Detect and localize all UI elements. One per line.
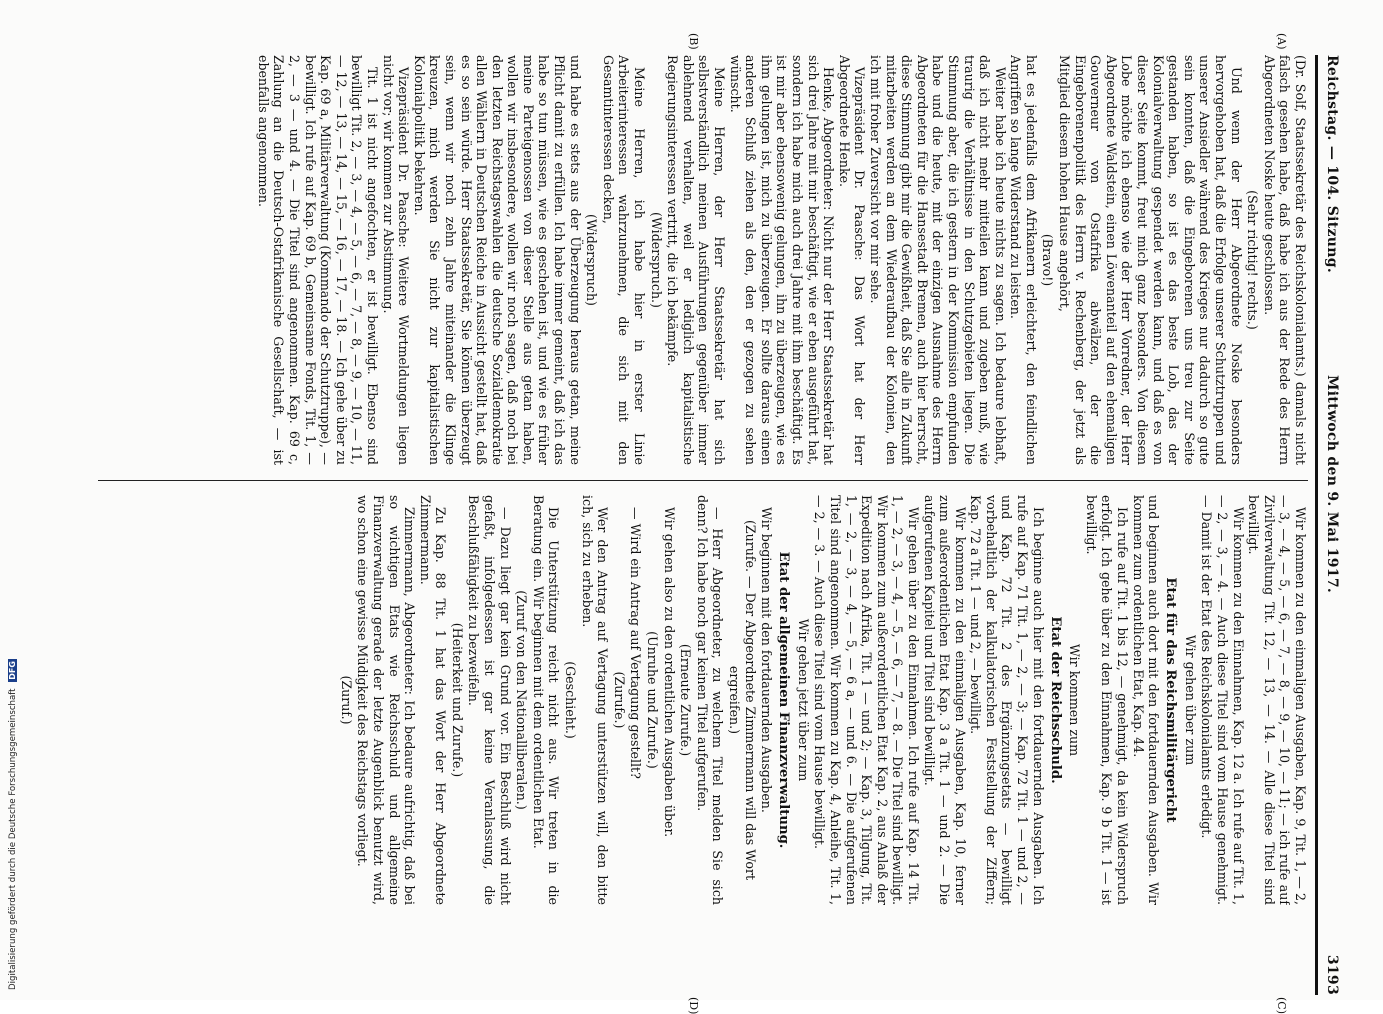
- margin-mark-c: (C): [1275, 997, 1288, 1014]
- margin-mark-a: (A): [1275, 33, 1288, 50]
- paragraph: und habe es stets aus der Überzeugung heraus getan, meine Pflicht damit zu erfüllen. Ich habe immer gemeint, daß ich das habe so tun müssen, wie es geschehen ist, und wie es früher meine Parteigenossen von dieser Stelle aus getan haben, wollen wir insbesondere, wollen wir noch sagen, daß noch bei den letzten Reichstagswahlen die deutsche Sozialdemokratie allen Wählern in Deutschen Reiche in Aussicht gestellt hat, daß es so sein würde. Herr Staatssekretär, Sie können überzeugt sein, wenn wir noch zehn Jahre miteinander die Klinge kreuzen, mich werden Sie nicht zur kapitalistischen Kolonialpolitik bekehren.: [411, 55, 583, 465]
- paragraph: — Wird ein Antrag auf Vertagung gestellt?: [628, 507, 644, 779]
- digitization-footer: [8, 659, 18, 990]
- header-rule: [1315, 55, 1318, 995]
- paragraph: Wir gehen über zu den Einnahmen. Ich rufe auf Kap. 14 Tit. 1, — 2, — 3, — 4, — 5, — 6, — 7, — 8. — Die Titel sind bewilligt. Wir kommen zum außerordentlichen Etat Kap. 2, aus Anlaß der Expedition nach Afrika, Tit. 1 — und 2; — Kap. 3, Tilgung, Tit. 1, — 2, — 3, — 4, — 5, — 6 a, — und 6. — Die aufgerufenen Titel sind angenommen. Wir kommen zu Kap. 4, Anleihe, Tit. 1, — 2, — 3. — Auch diese Titel sind vom Hause bewilligt.: [812, 495, 921, 905]
- speaker-paragraph: Zu Kap. 88 Tit. 1 hat das Wort der Herr Abgeordnete Zimmermann.: [417, 495, 449, 905]
- paragraph: — Dazu liegt gar kein Grund vor. Ein Beschluß wird nicht gefaßt, infolgedessen ist gar keine Veranlassung, die Beschlußfähigkeit zu bezweifeln.: [466, 495, 513, 905]
- right-column: [98, 495, 1308, 905]
- paragraph: Ich beginne auch hier mit den fortdauernden Ausgaben. Ich rufe auf Kap. 71 Tit. 1, — 2, — 3; — Kap. 72 Tit. 1 — und 2, — und Kap. 72 Tit. 2 des Ergänzungsetats — bewilligt vorbehaltlich der kalkulatorischen Feststellung der Ziffern; Kap. 72 a Tit. 1 — und 2, — bewilligt.: [968, 495, 1046, 905]
- paragraph: Und wenn der Herr Abgeordnete Noske besonders hervorgehoben hat, daß die Erfolge unserer Schutztruppen und unserer Ansiedler während des Krieges nur dadurch so gute sein konnten, daß die Eingeborenen uns treu zur Seite gestanden haben, so ist es das beste Lob, das der Kolonialverwaltung gespendet werden kann, und daß es von dieser Seite kommt, freut mich ganz besonders. Von diesem Lobe möchte ich ebenso wie der Herr Vorredner, der Herr Abgeordnete Waldstein, einen Löwenanteil auf den ehemaligen Gouverneur von Ostafrika abwälzen, der die Eingeborenenpolitik des Herrn v. Rechenberg, der jetzt als Mitglied diesem hohen Hause angehört,: [1057, 55, 1244, 465]
- page-number: 3193: [1324, 954, 1340, 995]
- reaction: (Sehr richtig! rechts.): [1245, 190, 1261, 330]
- speaker-paragraph: Vizepräsident Dr. Paasche: Weitere Wortmeldungen liegen nicht vor; wir kommen zur Abstimmung.: [380, 55, 412, 465]
- paragraph: Meine Herren, der Herr Staatssekretär hat sich selbstverständlich meinen Ausführungen gegenüber immer ablehnend verhalten, weil er lediglich kapitalistische Regierungsinteressen vertritt, die ich bekämpfe.: [665, 55, 728, 465]
- paragraph: Meine Herren, ich habe hier in erster Linie Arbeiterinteressen wahrzunehmen, die sich mit den Gesamtinteressen decken,: [600, 55, 648, 465]
- header-left: Reichstag. — 104. Sitzung.: [1324, 55, 1340, 274]
- column-divider: [98, 480, 1308, 481]
- reaction: (Zurufe.): [611, 671, 627, 729]
- margin-mark-b: (B): [687, 33, 700, 50]
- paragraph: Tit. 1 ist nicht angefochten, er ist bewilligt. Ebenso sind bewilligt Tit. 2, — 3, — 4, — 5, — 6, — 7, — 8, — 9, — 10, — 11, — 12, — 13, — 14, — 15, — 16, — 17, — 18. — Ich gehe über zu Kap. 69 a, Militärverwaltung (Kommando der Schutztruppe), — bewilligt. Ich rufe auf Kap. 69 b, Gemeinsame Fonds, Tit. 1, — 2, — 3 — und 4. — Die Titel sind angenommen. Kap. 69 c, Zahlung an die Deutsch-Ostafrikanische Gesellschaft, — ist ebenfalls angenommen.: [255, 55, 380, 465]
- speaker-paragraph: Zimmermann, Abgeordneter: Ich bedaure aufrichtig, daß bei so wichtigen Etats wie Reichsschuld und allgemeine Finanzverwaltung gerade der letzte Augenblick benutzt wird, wo schon eine gewisse Müdigkeit des Reichstags vorliegt.: [355, 495, 418, 905]
- reaction: (Heiterkeit und Zurufe.): [449, 622, 465, 778]
- reaction: (Zurufe. — Der Abgeordnete Zimmermann will das Wort ergreifen.): [727, 519, 758, 881]
- paragraph: Ich rufe auf Tit. 1 bis 12, — genehmigt, da kein Widerspruch erfolgt. Ich gehe über zu den Einnahmen, Kap. 9 b Tit. 1 — ist bewilligt.: [1083, 495, 1131, 905]
- left-column: [98, 55, 1308, 465]
- reaction: (Geschieht.): [563, 661, 579, 739]
- paragraph: Wir kommen zu den einmaligen Ausgaben, Kap. 10, ferner zum außerordentlichen Etat Kap. 3 a Tit. 1 — und 2. — Die aufgerufenen Kapitel und Titel sind bewilligt.: [921, 495, 968, 905]
- speaker-paragraph: Henke, Abgeordneter: Nicht nur der Herr Staatssekretär hat sich drei Jahre mit mir beschäftigt, wie er eben ausgeführt hat, sondern ich habe mich auch drei Jahre mit ihm beschäftigt. Es ist mir aber ebensowenig gelungen, ihn zu überzeugen, wie es ihm gelungen ist, mich zu überzeugen. Er sollte daraus einen anderen Schluß ziehen als den, den er gezogen zu sehen wünscht.: [727, 55, 837, 465]
- paragraph: Wir gehen also zu den ordentlichen Ausgaben über.: [661, 507, 677, 838]
- paragraph: Wer den Antrag auf Vertagung unterstützen will, den bitte ich, sich zu erheben.: [579, 495, 611, 905]
- paragraph: Die Unterstützung reicht nicht aus. Wir treten in die Beratung ein. Wir beginnen mit dem ordentlichen Etat.: [530, 495, 562, 905]
- dfg-logo: DFG: [8, 661, 17, 680]
- paragraph: Wir beginnen mit den fortdauernden Ausgaben.: [759, 507, 775, 813]
- reaction: (Zuruf von den Nationalliberalen.): [514, 590, 530, 810]
- reaction: (Erneute Zurufe.): [678, 643, 694, 757]
- paragraph: Wir kommen zu den Einnahmen, Kap. 12 a. Ich rufe auf Tit. 1, — 2, — 3, — 4. — Auch diese Titel sind vom Hause genehmigt. — Damit ist der Etat des Reichskolonialamts erledigt.: [1199, 495, 1246, 905]
- header-center: Mittwoch den 9. Mai 1917.: [1324, 375, 1340, 594]
- paragraph: Wir gehen über zum: [1182, 634, 1198, 766]
- paragraph: Wir kommen zum: [1067, 643, 1083, 757]
- section-heading: Etat für das Reichsmilitärgericht: [1163, 577, 1179, 823]
- paragraph: — Herr Abgeordneter, zu welchem Titel melden Sie sich denn? Ich habe noch gar keinen Titel aufgerufen.: [694, 495, 726, 905]
- reaction: (Unruhe und Zurufe.): [645, 631, 661, 769]
- paragraph: (Dr. Solf, Staatssekretär des Reichskolonialamts.) damals nicht falsch gesehen habe, daß habe ich aus der Rede des Herrn Abgeordneten Noske heute geschlossen.: [1261, 55, 1308, 465]
- paragraph: hat es jedenfalls dem Afrikanern erleichtert, den feindlichen Angriffen so lange Widerstand zu leisten.: [1008, 55, 1039, 465]
- reaction: (Zuruf.): [338, 675, 354, 725]
- paragraph: Wir kommen zu den einmaligen Ausgaben, Kap. 9, Tit. 1, — 2, — 3, — 4, — 5, — 6, — 7, — 8, — 9, — 10, — 11; — ich rufe auf Zivilverwaltung Tit. 12, — 13, — 14. — Alle diese Titel sind bewilligt.: [1246, 495, 1308, 905]
- section-heading: Etat der allgemeinen Finanzverwaltung.: [776, 551, 792, 849]
- section-heading: Etat der Reichsschuld.: [1047, 616, 1063, 784]
- reaction: (Widerspruch.): [648, 212, 664, 308]
- paragraph: Weiter habe ich heute nichts zu sagen. Ich bedaure lebhaft, daß ich nicht mehr mitteilen kann und zugeben muß, wie traurig die Verhältnisse in den Schutzgebieten liegen. Die Stimmung aber, die ich gestern in der Kommission empfunden habe und die heute, mit der einzigen Ausnahme des Herrn Abgeordneten für die Hansestadt Bremen, auch hier herrscht, diese Stimmung gibt mir die Gewißheit, daß Sie alle in Zukunft mitarbeiten werden an dem Wiederaufbau der Kolonien, den ich mit froher Zuversicht vor mir sehe.: [867, 55, 1008, 465]
- reaction: (Bravo!): [1040, 233, 1056, 287]
- paragraph: und beginnen auch dort mit den fortdauernden Ausgaben. Wir kommen zum ordentlichen Etat, Kap. 44.: [1130, 495, 1162, 905]
- rotated-page: [70, 33, 1340, 1014]
- paragraph: Wir gehen jetzt über zum: [795, 618, 811, 782]
- footer-text: Digitalisierung gefördert durch die Deutsche Forschungsgemeinschaft: [8, 688, 18, 990]
- speaker-paragraph: Vizepräsident Dr. Paasche: Das Wort hat der Herr Abgeordnete Henke.: [836, 55, 868, 465]
- margin-mark-d: (D): [687, 997, 700, 1014]
- reaction: (Widerspruch): [584, 214, 600, 306]
